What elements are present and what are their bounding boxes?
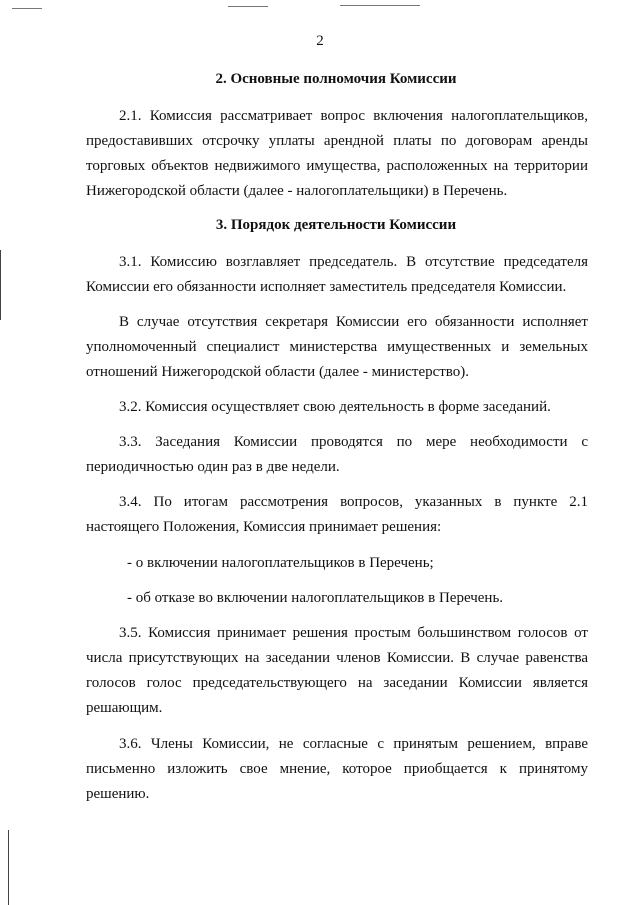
section-3-heading: 3. Порядок деятельности Комиссии <box>215 217 457 233</box>
paragraph-3-6: 3.6. Члены Комиссии, не согласные с принятым решением, вправе письменно изложить свое мнение, которое приобщается к принятому решению. <box>86 736 588 802</box>
paragraph-secretary: В случае отсутствия секретаря Комиссии его обязанности исполняет уполномоченный специалист министерства имущественных и земельных отношений Нижегородской области (далее - министерство). <box>86 314 588 380</box>
list-item: - об отказе во включении налогоплательщиков в Перечень. <box>127 590 504 606</box>
scan-edge-left <box>0 250 1 320</box>
page-number: 2 <box>316 33 324 49</box>
paragraph-3-5: 3.5. Комиссия принимает решения простым большинством голосов от числа присутствующих на заседании членов Комиссии. В случае равенства голосов голос председательствующего на заседании Комиссии является решающим. <box>86 625 588 716</box>
paragraph-3-1: 3.1. Комиссию возглавляет председатель. В отсутствие председателя Комиссии его обязанности исполняет заместитель председателя Комиссии. <box>86 254 588 295</box>
paragraph-3-2: 3.2. Комиссия осуществляет свою деятельность в форме заседаний. <box>119 399 551 415</box>
paragraph-3-4: 3.4. По итогам рассмотрения вопросов, указанных в пункте 2.1 настоящего Положения, Комиссия принимает решения: <box>86 494 588 535</box>
scan-edge-left <box>8 830 9 905</box>
section-2-heading: 2. Основные полномочия Комиссии <box>215 71 457 87</box>
list-item: - о включении налогоплательщиков в Перечень; <box>127 555 434 571</box>
scan-artifact <box>340 5 420 6</box>
paragraph-3-3: 3.3. Заседания Комиссии проводятся по мере необходимости с периодичностью один раз в две недели. <box>86 434 588 475</box>
scan-artifact <box>12 8 42 9</box>
paragraph-2-1: 2.1. Комиссия рассматривает вопрос включения налогоплательщиков, предоставивших отсрочку уплаты арендной платы по договорам аренды торговых объектов недвижимого имущества, расположенных на территории Нижегородской области (далее - налогоплательщики) в Перечень. <box>86 108 588 199</box>
scan-artifact <box>228 6 268 7</box>
